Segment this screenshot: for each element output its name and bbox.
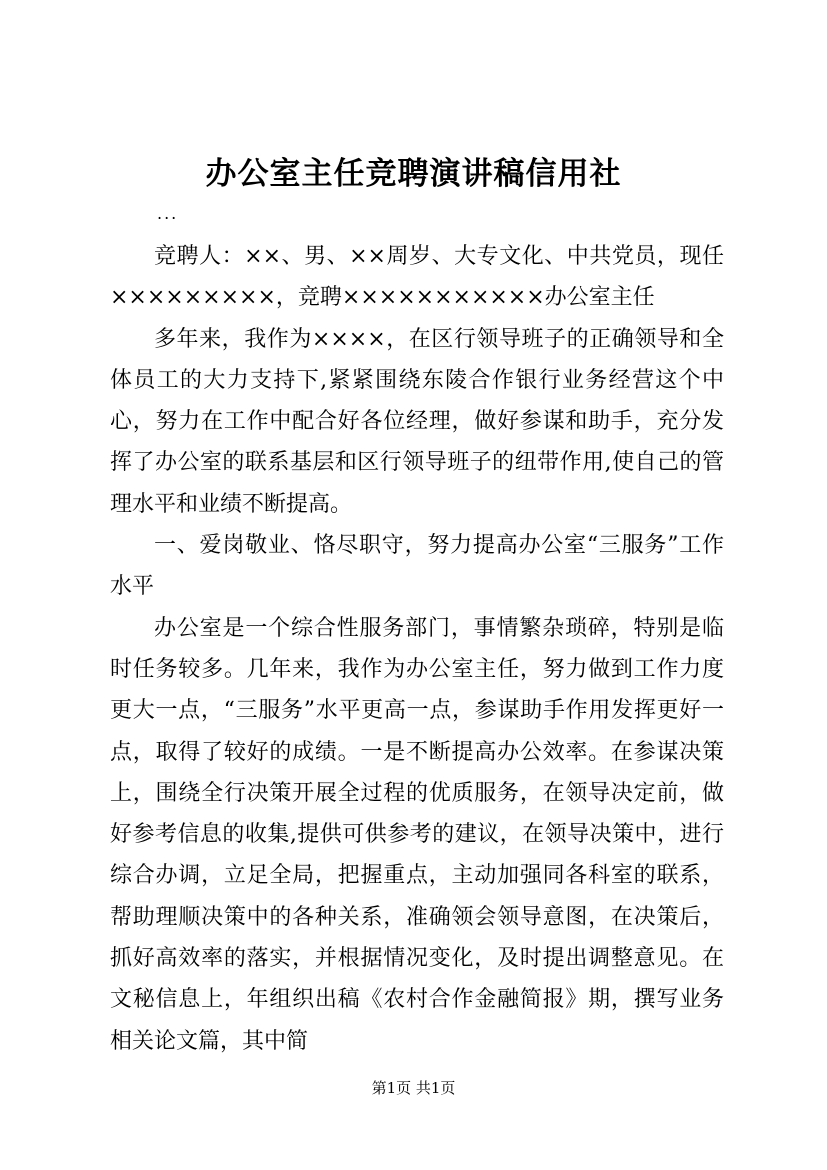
page-footer: 第1页 共1页 [371,1079,456,1097]
paragraph-introduction: 多年来，我作为××××，在区行领导班子的正确领导和全体员工的大力支持下,紧紧围绕东陵合作银行业务经营这个中心，努力在工作中配合好各位经理，做好参谋和助手，充分发挥了办公室的联系基层和区行领导班子的纽带作用,使自己的管理水平和业绩不断提高。 [110,326,724,517]
section-heading-1: 一、爱岗敬业、恪尽职守，努力提高办公室“三服务”工作水平 [110,533,724,600]
document-body [110,236,724,1062]
paragraph-office-work: 办公室是一个综合性服务部门，事情繁杂琐碎，特别是临时任务较多。几年来，我作为办公室主任，努力做到工作力度更大一点，“三服务”水平更高一点，参谋助手作用发挥更好一点，取得了较好的成绩。一是不断提高办公效率。在参谋决策上，围绕全行决策开展全过程的优质服务，在领导决定前，做好参考信息的收集,提供可供参考的建议，在领导决策中，进行综合办调，立足全局，把握重点，主动加强同各科室的联系，帮助理顺决策中的各种关系，准确领会领导意图，在决策后，抓好高效率的落实，并根据情况变化，及时提出调整意见。在文秘信息上，年组织出稿《农村合作金融简报》期，撰写业务相关论文篇，其中简 [110,615,724,1054]
paragraph-candidate-info: 竞聘人：××、男、××周岁、大专文化、中共党员，现任×××××××××，竞聘×××××××××××办公室主任 [110,244,724,311]
ellipsis-mark: ... [157,204,179,223]
document-title: 办公室主任竞聘演讲稿信用社 [205,156,622,192]
